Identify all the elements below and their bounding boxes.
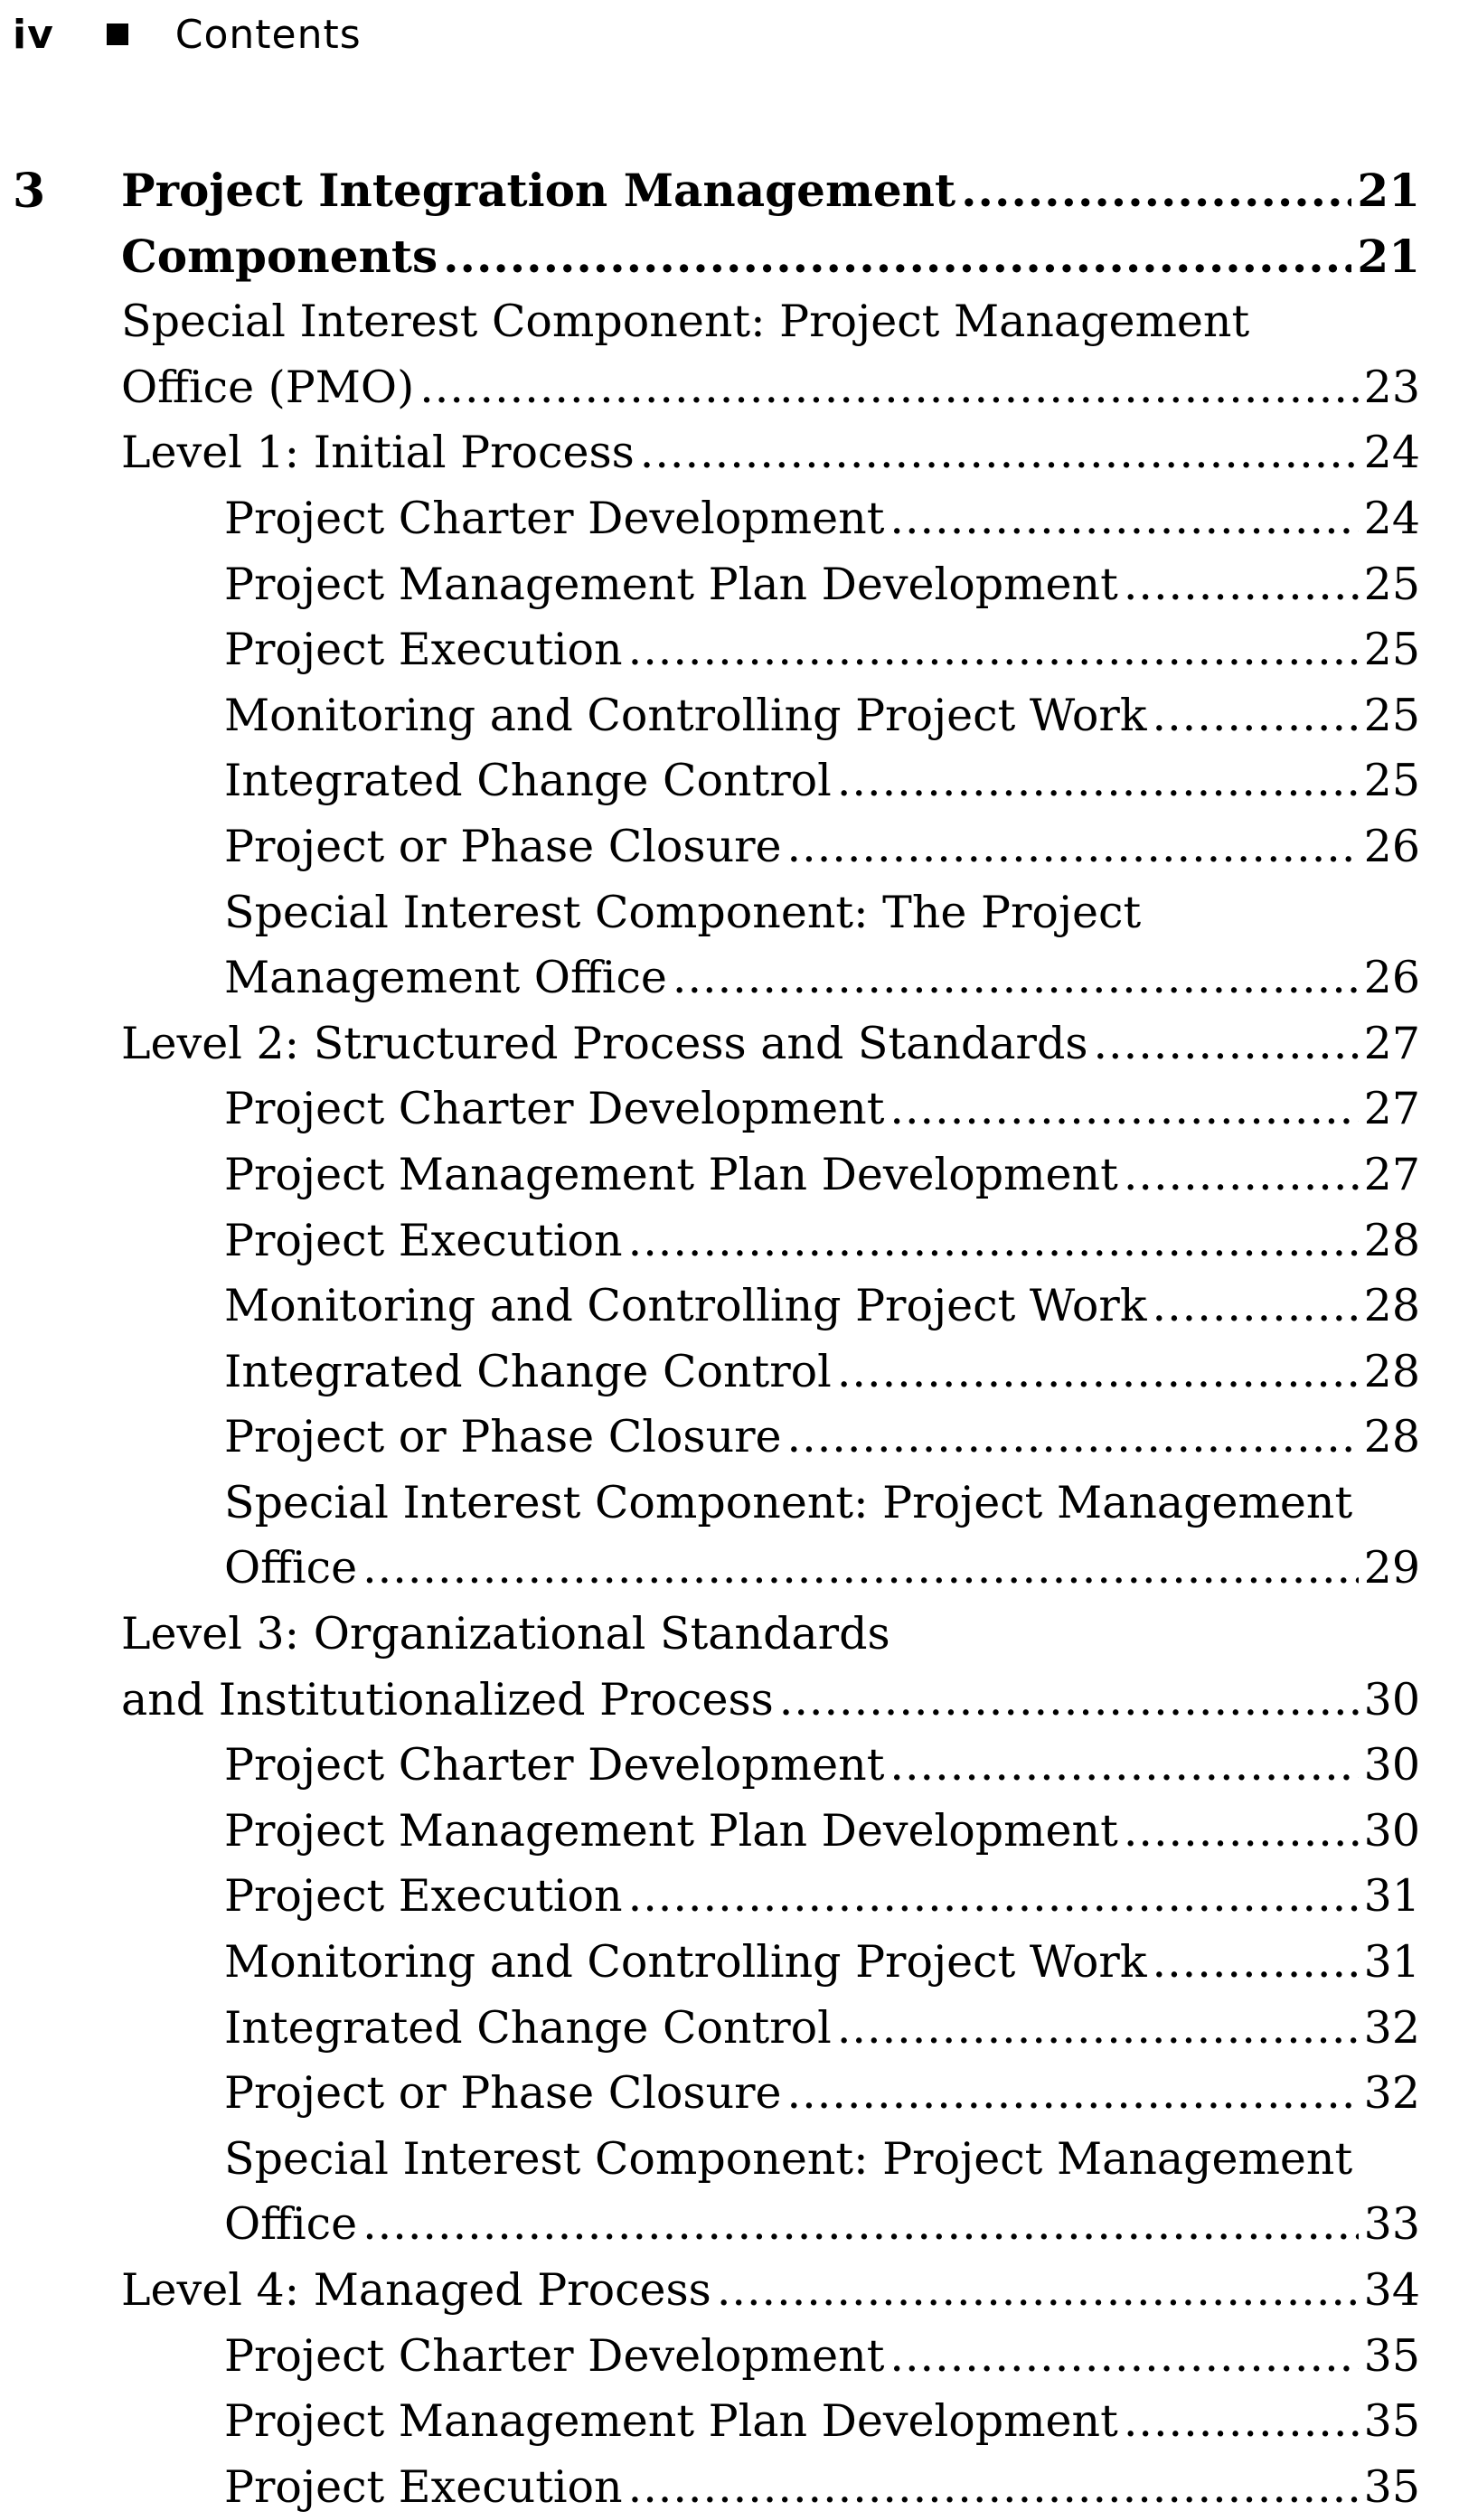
toc-page-number: 28 xyxy=(1363,1345,1420,1397)
toc-entry-line xyxy=(224,1405,1420,1471)
toc-entry-title: Project Execution xyxy=(224,624,623,676)
dot-leader xyxy=(890,486,1358,552)
running-header xyxy=(13,5,362,63)
toc-entry[interactable] xyxy=(0,1208,1459,1274)
toc-entry-title: Integrated Change Control xyxy=(224,1345,832,1397)
dot-leader xyxy=(890,2324,1358,2390)
dot-leader xyxy=(628,1864,1359,1930)
toc-entry-line xyxy=(224,1077,1420,1142)
table-of-contents xyxy=(0,158,1459,2520)
toc-entry-title: Special Interest Component: Project Management xyxy=(224,2132,1353,2185)
toc-entry-line xyxy=(224,2389,1420,2455)
toc-page-number: 33 xyxy=(1363,2198,1420,2251)
dot-leader xyxy=(890,1077,1358,1142)
toc-page-number: 28 xyxy=(1363,1411,1420,1463)
toc-entry[interactable] xyxy=(0,617,1459,683)
toc-entry[interactable] xyxy=(0,683,1459,749)
page-number: iv xyxy=(13,11,54,58)
toc-entry-title: Project or Phase Closure xyxy=(224,2067,782,2120)
dot-leader xyxy=(362,1536,1359,1602)
toc-page-number: 26 xyxy=(1363,820,1420,872)
dot-leader xyxy=(640,420,1359,486)
dot-leader xyxy=(628,617,1359,683)
toc-entry[interactable] xyxy=(0,2389,1459,2455)
toc-entry-line xyxy=(121,420,1420,486)
toc-entry[interactable] xyxy=(0,1471,1459,1602)
toc-entry[interactable] xyxy=(0,2127,1459,2258)
toc-entry-line xyxy=(121,224,1420,290)
dot-leader xyxy=(890,1733,1358,1799)
toc-entry-line xyxy=(224,2324,1420,2390)
toc-page-number: 32 xyxy=(1363,2001,1420,2054)
toc-entry[interactable] xyxy=(0,1996,1459,2062)
toc-entry-title: Project Charter Development xyxy=(224,492,885,544)
toc-entry[interactable] xyxy=(0,1077,1459,1142)
toc-page-number: 27 xyxy=(1363,1083,1420,1135)
toc-entry-line xyxy=(224,2192,1420,2258)
toc-entry[interactable] xyxy=(0,2258,1459,2324)
toc-entry-line xyxy=(121,1602,1420,1668)
toc-page-number: 21 xyxy=(1357,229,1420,283)
dot-leader xyxy=(961,158,1351,224)
toc-entry[interactable] xyxy=(0,1799,1459,1865)
toc-entry-title: Project Management Plan Development xyxy=(224,2395,1118,2448)
toc-entry-title: Project Execution xyxy=(224,2460,623,2513)
toc-page-number: 25 xyxy=(1363,689,1420,741)
toc-entry[interactable] xyxy=(0,1274,1459,1340)
toc-page-number: 35 xyxy=(1363,2460,1420,2513)
toc-entry[interactable] xyxy=(0,486,1459,552)
toc-entry-line xyxy=(224,1864,1420,1930)
toc-entry-line xyxy=(121,289,1420,355)
toc-entry-line xyxy=(224,880,1420,946)
toc-entry-line xyxy=(224,486,1420,552)
toc-entry[interactable] xyxy=(0,289,1459,420)
toc-entry-title: Office xyxy=(224,1542,358,1594)
dot-leader xyxy=(628,2455,1359,2520)
toc-page-number: 31 xyxy=(1363,1936,1420,1989)
toc-entry[interactable] xyxy=(0,748,1459,814)
toc-page-number: 28 xyxy=(1363,1280,1420,1332)
toc-entry-line xyxy=(224,1208,1420,1274)
toc-page-number: 30 xyxy=(1363,1739,1420,1791)
toc-page-number: 25 xyxy=(1363,558,1420,610)
toc-page-number: 32 xyxy=(1363,2067,1420,2120)
toc-page-number: 21 xyxy=(1357,164,1420,217)
toc-entry[interactable] xyxy=(0,1930,1459,1996)
dot-leader xyxy=(362,2192,1359,2258)
toc-page-number: 35 xyxy=(1363,2395,1420,2448)
toc-entry[interactable] xyxy=(0,420,1459,486)
toc-entry-title: Special Interest Component: The Project xyxy=(224,886,1142,938)
toc-page-number: 25 xyxy=(1363,755,1420,807)
toc-entry-line xyxy=(224,748,1420,814)
toc-entry[interactable] xyxy=(0,552,1459,618)
toc-entry-title: Level 3: Organizational Standards xyxy=(121,1608,890,1660)
toc-entry-title: Project or Phase Closure xyxy=(224,820,782,872)
toc-entry[interactable] xyxy=(0,1602,1459,1733)
dot-leader xyxy=(1124,1799,1359,1865)
toc-entry[interactable] xyxy=(0,1405,1459,1471)
toc-entry[interactable] xyxy=(0,158,1459,224)
toc-entry-title: Project Charter Development xyxy=(224,1083,885,1135)
toc-entry-title: Special Interest Component: Project Management xyxy=(121,296,1250,348)
toc-entry[interactable] xyxy=(0,2061,1459,2127)
toc-entry-line xyxy=(121,1668,1420,1734)
toc-entry[interactable] xyxy=(0,1864,1459,1930)
dot-leader xyxy=(1124,1142,1359,1208)
toc-entry-title: Level 1: Initial Process xyxy=(121,427,635,479)
dot-leader xyxy=(419,355,1358,421)
toc-entry[interactable] xyxy=(0,1733,1459,1799)
square-bullet-icon xyxy=(107,24,128,45)
toc-page-number: 30 xyxy=(1363,1804,1420,1857)
toc-entry-line xyxy=(224,945,1420,1011)
dot-leader xyxy=(1153,683,1359,749)
toc-page-number: 24 xyxy=(1363,427,1420,479)
dot-leader xyxy=(1093,1011,1358,1077)
toc-entry-title: Project Management Plan Development xyxy=(224,558,1118,610)
toc-entry-line xyxy=(224,1799,1420,1865)
toc-entry-line xyxy=(224,2455,1420,2520)
toc-entry-line xyxy=(224,1536,1420,1602)
toc-page-number: 35 xyxy=(1363,2329,1420,2382)
toc-entry-title: Office (PMO) xyxy=(121,361,415,413)
toc-entry-title: Project Integration Management xyxy=(121,164,956,217)
toc-entry-line xyxy=(224,814,1420,880)
toc-entry-title: Integrated Change Control xyxy=(224,755,832,807)
dot-leader xyxy=(443,224,1351,290)
toc-entry[interactable] xyxy=(0,2324,1459,2390)
toc-entry[interactable] xyxy=(0,1340,1459,1406)
toc-entry[interactable] xyxy=(0,880,1459,1011)
toc-page-number: 25 xyxy=(1363,624,1420,676)
toc-entry-title: Project Management Plan Development xyxy=(224,1148,1118,1200)
dot-leader xyxy=(837,1340,1359,1406)
toc-entry-title: Project Charter Development xyxy=(224,1739,885,1791)
toc-entry-title: Project Management Plan Development xyxy=(224,1804,1118,1857)
toc-entry-title: Integrated Change Control xyxy=(224,2001,832,2054)
toc-entry[interactable] xyxy=(0,224,1459,290)
toc-entry-line xyxy=(121,158,1420,224)
toc-entry-line xyxy=(224,1930,1420,1996)
toc-page-number: 27 xyxy=(1363,1017,1420,1069)
toc-entry-line xyxy=(224,1471,1420,1537)
toc-entry-title: Project Charter Development xyxy=(224,2329,885,2382)
toc-page-number: 31 xyxy=(1363,1870,1420,1923)
toc-entry-title: Project Execution xyxy=(224,1214,623,1266)
toc-entry-title: Project Execution xyxy=(224,1870,623,1923)
toc-entry[interactable] xyxy=(0,1142,1459,1208)
dot-leader xyxy=(837,1996,1359,2062)
toc-entry[interactable] xyxy=(0,814,1459,880)
toc-page-number: 26 xyxy=(1363,952,1420,1004)
dot-leader xyxy=(1124,552,1359,618)
toc-entry-line xyxy=(224,683,1420,749)
toc-entry-title: Monitoring and Controlling Project Work xyxy=(224,689,1147,741)
toc-entry-line xyxy=(224,2127,1420,2193)
toc-page-number: 30 xyxy=(1363,1673,1420,1725)
toc-page-number: 27 xyxy=(1363,1148,1420,1200)
toc-entry-title: Management Office xyxy=(224,952,667,1004)
toc-page-number: 24 xyxy=(1363,492,1420,544)
toc-entry-line xyxy=(121,1011,1420,1077)
toc-page-number: 29 xyxy=(1363,1542,1420,1594)
running-title: Contents xyxy=(174,11,362,58)
dot-leader xyxy=(628,1208,1359,1274)
dot-leader xyxy=(1153,1930,1359,1996)
toc-page-number: 28 xyxy=(1363,1214,1420,1266)
toc-entry-line xyxy=(121,2258,1420,2324)
toc-entry-line xyxy=(224,1340,1420,1406)
dot-leader xyxy=(1124,2389,1359,2455)
toc-entry-title: Monitoring and Controlling Project Work xyxy=(224,1280,1147,1332)
dot-leader xyxy=(717,2258,1359,2324)
toc-entry[interactable] xyxy=(0,2455,1459,2520)
toc-entry-title: and Institutionalized Process xyxy=(121,1673,774,1725)
toc-entry-line xyxy=(224,1274,1420,1340)
toc-entry-title: Special Interest Component: Project Management xyxy=(224,1476,1353,1528)
toc-entry-line xyxy=(121,355,1420,421)
toc-entry-line xyxy=(224,1733,1420,1799)
toc-entry-line xyxy=(224,617,1420,683)
toc-entry-title: Project or Phase Closure xyxy=(224,1411,782,1463)
toc-entry-line xyxy=(224,552,1420,618)
dot-leader xyxy=(787,2061,1359,2127)
toc-entry-line xyxy=(224,2061,1420,2127)
toc-page-number: 34 xyxy=(1363,2264,1420,2316)
toc-page-number: 23 xyxy=(1363,361,1420,413)
dot-leader xyxy=(837,748,1359,814)
dot-leader xyxy=(787,1405,1359,1471)
dot-leader xyxy=(1153,1274,1359,1340)
toc-entry-title: Monitoring and Controlling Project Work xyxy=(224,1936,1147,1989)
toc-entry-line xyxy=(224,1142,1420,1208)
toc-entry[interactable] xyxy=(0,1011,1459,1077)
chapter-number: 3 xyxy=(13,164,46,219)
toc-entry-title: Level 2: Structured Process and Standards xyxy=(121,1017,1088,1069)
toc-entry-line xyxy=(224,1996,1420,2062)
dot-leader xyxy=(673,945,1359,1011)
toc-entry-title: Level 4: Managed Process xyxy=(121,2264,711,2316)
dot-leader xyxy=(787,814,1359,880)
toc-entry-title: Components xyxy=(121,229,438,283)
dot-leader xyxy=(779,1668,1359,1734)
toc-entry-title: Office xyxy=(224,2198,358,2251)
